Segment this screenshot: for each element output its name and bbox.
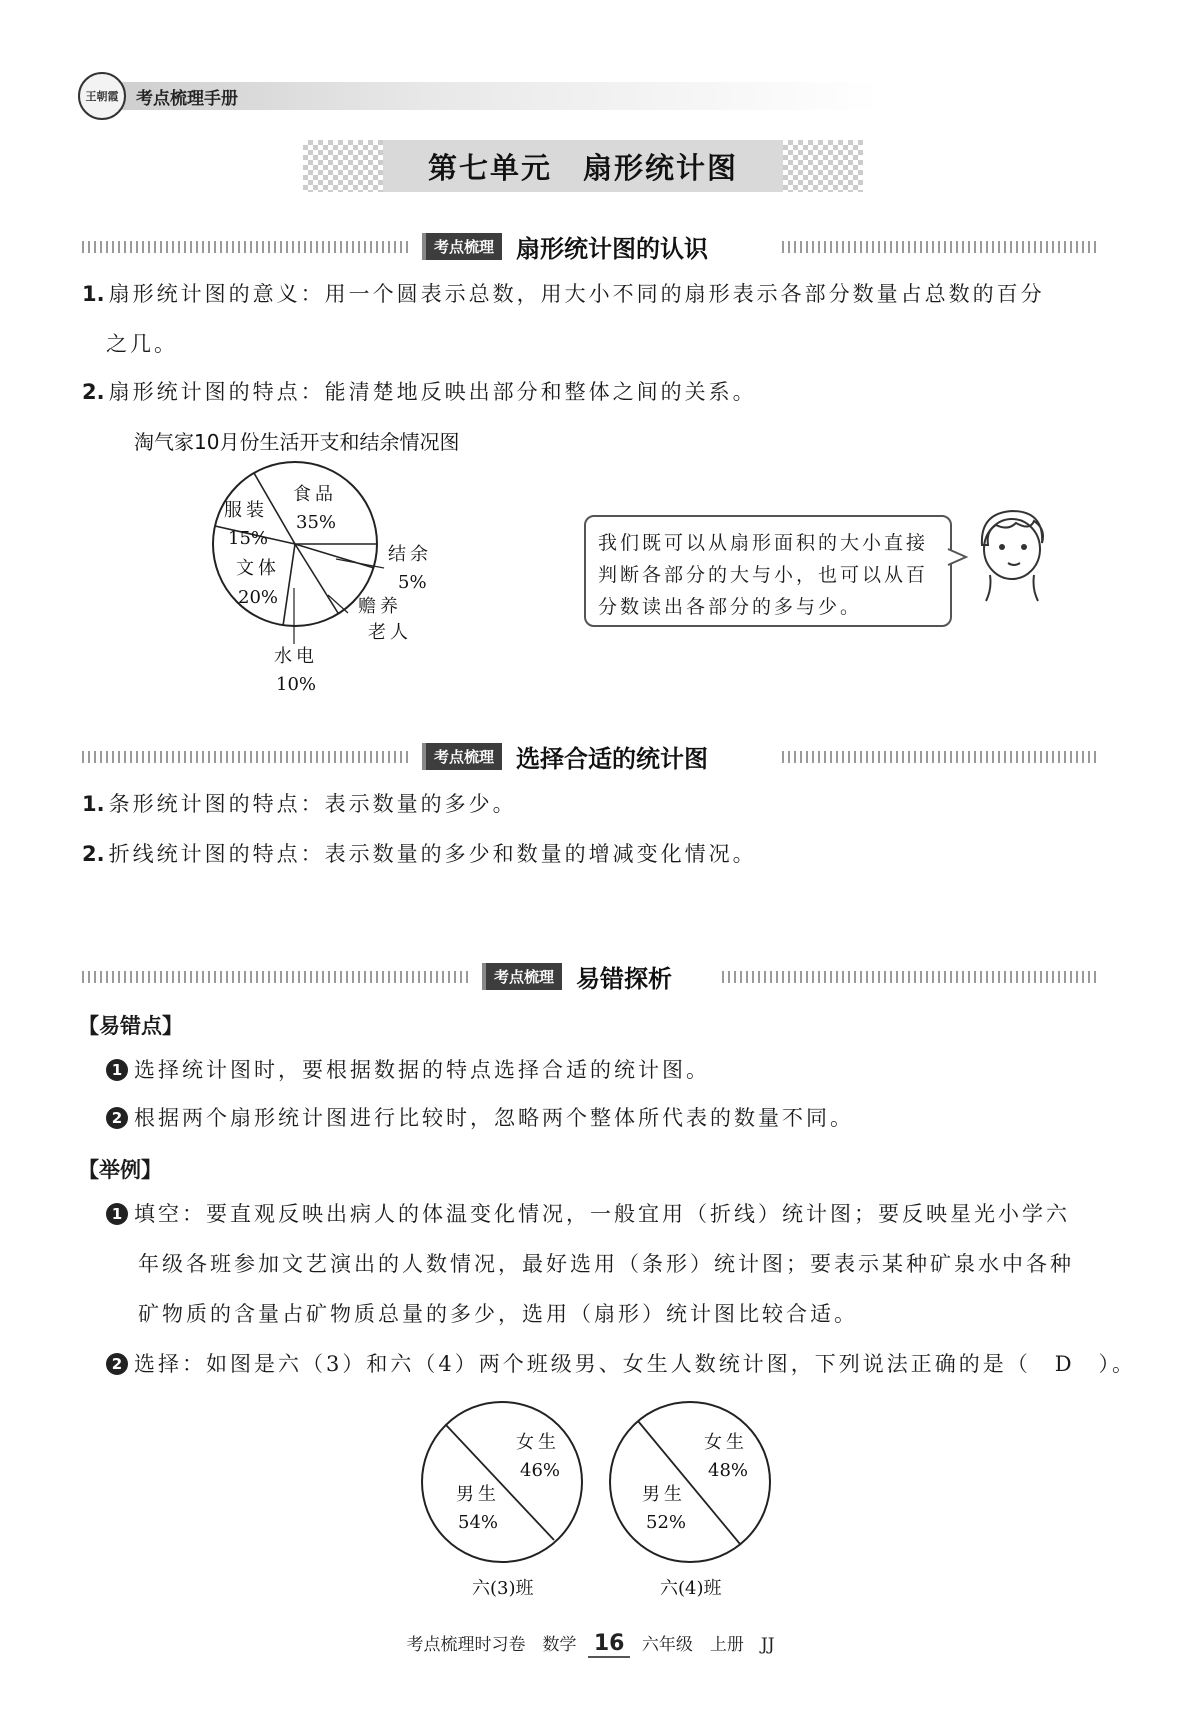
section-title: 扇形统计图的认识 xyxy=(516,234,709,263)
unit-title: 第七单元 扇形统计图 xyxy=(383,140,783,192)
example-1-line-2: 年级各班参加文艺演出的人数情况，最好选用（条形）统计图；要表示某种矿泉水中各种 xyxy=(138,1252,1074,1276)
pie-label: 赡养 xyxy=(358,596,402,617)
dotted-rule xyxy=(82,751,412,763)
section1-item-1-cont: 之几。 xyxy=(106,332,178,356)
pie-label: 48% xyxy=(708,1460,749,1481)
example-2: 2 选择：如图是六（3）和六（4）两个班级男、女生人数统计图，下列说法正确的是（ D ）。 xyxy=(106,1352,1136,1377)
section-title: 选择合适的统计图 xyxy=(516,744,709,773)
circled-number: 1 xyxy=(106,1203,128,1225)
examples-heading: 【举例】 xyxy=(78,1158,162,1182)
pie-divider xyxy=(283,544,295,626)
pie-label: 54% xyxy=(458,1512,499,1533)
pie-label: 20% xyxy=(238,587,279,608)
pie-label: 老人 xyxy=(368,622,412,643)
section-heading-1 xyxy=(82,232,1100,263)
leader-line xyxy=(336,559,384,568)
dotted-rule xyxy=(782,241,1100,253)
pie-label: 46% xyxy=(520,1460,561,1481)
leader-line xyxy=(328,595,348,613)
pie-label: 男生 xyxy=(642,1484,686,1505)
pie-label: 5% xyxy=(398,572,427,593)
pie-label: 男生 xyxy=(456,1484,500,1505)
speech-bubble-text: 我们既可以从扇形面积的大小直接判断各部分的大与小，也可以从百分数读出各部分的多与少。 xyxy=(598,532,929,618)
pie-label: 文体 xyxy=(236,558,280,579)
section2-item-1: 1. 条形统计图的特点：表示数量的多少。 xyxy=(82,792,517,816)
pie-label: 52% xyxy=(646,1512,687,1533)
section-heading-3 xyxy=(82,962,1100,993)
pie-label: 35% xyxy=(296,512,337,533)
chart-caption: 六(3)班 xyxy=(472,1578,534,1599)
pie-outline-class-4 xyxy=(610,1402,770,1562)
section-tag: 考点梳理 xyxy=(422,743,502,770)
bubble-tail xyxy=(946,545,970,575)
pie-label: 食品 xyxy=(293,484,337,505)
section-tag: 考点梳理 xyxy=(422,233,502,260)
logo-text: 王朝霞 xyxy=(85,90,119,103)
chart-caption: 六(4)班 xyxy=(660,1578,722,1599)
error-point-1: 1 选择统计图时，要根据数据的特点选择合适的统计图。 xyxy=(106,1058,710,1083)
pie-label: 女生 xyxy=(704,1432,748,1453)
pie-label: 女生 xyxy=(516,1432,560,1453)
circled-number: 2 xyxy=(106,1107,128,1129)
section1-item-1: 1. 扇形统计图的意义：用一个圆表示总数，用大小不同的扇形表示各部分数量占总数的百分 xyxy=(82,282,1045,306)
dotted-rule xyxy=(782,751,1100,763)
pie-label: 结余 xyxy=(388,544,432,565)
class-gender-pie-charts xyxy=(420,1400,800,1610)
pie-label: 15% xyxy=(228,528,269,549)
expense-pie-chart xyxy=(200,460,460,700)
unit-title-banner xyxy=(303,140,863,192)
error-point-2: 2 根据两个扇形统计图进行比较时，忽略两个整体所代表的数量不同。 xyxy=(106,1106,854,1131)
section2-item-2: 2. 折线统计图的特点：表示数量的多少和数量的增减变化情况。 xyxy=(82,842,757,866)
checker-decoration xyxy=(303,140,393,192)
dotted-rule xyxy=(82,241,412,253)
section1-item-2: 2. 扇形统计图的特点：能清楚地反映出部分和整体之间的关系。 xyxy=(82,380,757,404)
page-number: 16 xyxy=(588,1631,631,1658)
page-footer xyxy=(0,1630,1181,1656)
running-title: 考点梳理手册 xyxy=(136,89,238,109)
pie-label: 10% xyxy=(276,674,317,695)
section-title: 易错探析 xyxy=(576,964,673,993)
speech-bubble xyxy=(584,515,952,627)
circled-number: 2 xyxy=(106,1353,128,1375)
checker-decoration xyxy=(773,140,863,192)
error-points-heading: 【易错点】 xyxy=(78,1014,183,1038)
boy-illustration-icon xyxy=(972,505,1052,605)
example-1-line-3: 矿物质的含量占矿物质总量的多少，选用（扇形）统计图比较合适。 xyxy=(138,1302,858,1326)
section-tag: 考点梳理 xyxy=(482,963,562,990)
chart-title: 淘气家10月份生活开支和结余情况图 xyxy=(134,430,460,454)
circled-number: 1 xyxy=(106,1059,128,1081)
dotted-rule xyxy=(722,971,1100,983)
section-heading-2 xyxy=(82,742,1100,773)
pie-label: 服装 xyxy=(224,500,268,521)
dotted-rule xyxy=(82,971,472,983)
footer-right: 六年级 上册 JJ xyxy=(641,1635,775,1655)
footer-left: 考点梳理时习卷 数学 xyxy=(406,1635,577,1655)
pie-label: 水电 xyxy=(274,646,318,667)
publisher-logo xyxy=(78,72,126,120)
example-1-line-1: 1 填空：要直观反映出病人的体温变化情况，一般宜用（折线）统计图；要反映星光小学六 xyxy=(106,1202,1070,1227)
